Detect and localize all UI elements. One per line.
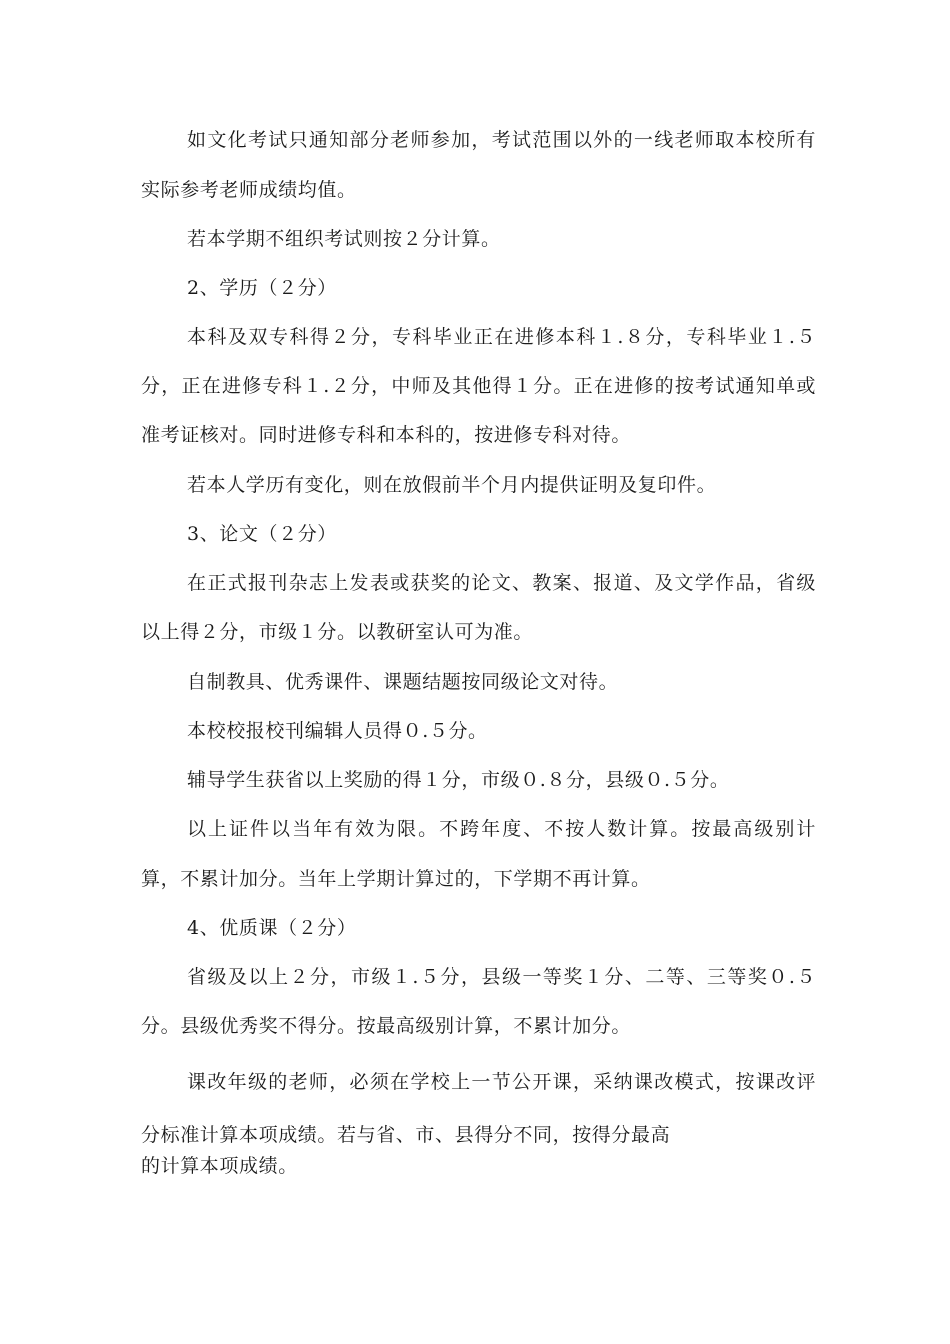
paragraph-line: 省级及以上２分，市级１.５分，县级一等奖１分、二等、三等奖０.５ [187, 966, 816, 988]
paragraph-line: 算，不累计加分。当年上学期计算过的，下学期不再计算。 [141, 868, 651, 890]
paragraph-line: 本校校报校刊编辑人员得０.５分。 [187, 720, 488, 742]
paragraph-line: 如文化考试只通知部分老师参加，考试范围以外的一线老师取本校所有 [187, 129, 816, 151]
paragraph-line: 的计算本项成绩。 [141, 1155, 298, 1177]
paragraph-line: 准考证核对。同时进修专科和本科的，按进修专科对待。 [141, 424, 632, 446]
section-heading-quality-lesson: 4、优质课（２分） [187, 917, 357, 939]
paragraph-line: 若本人学历有变化，则在放假前半个月内提供证明及复印件。 [187, 474, 717, 496]
paragraph-line: 若本学期不组织考试则按２分计算。 [187, 228, 501, 250]
paragraph-line: 分，正在进修专科１.２分，中师及其他得１分。正在进修的按考试通知单或 [141, 375, 816, 397]
paragraph-line: 分。县级优秀奖不得分。按最高级别计算，不累计加分。 [141, 1015, 632, 1037]
paragraph-line: 辅导学生获省以上奖励的得１分，市级０.８分，县级０.５分。 [187, 769, 730, 791]
section-heading-education: 2、学历（２分） [187, 277, 337, 299]
paragraph-line: 本科及双专科得２分，专科毕业正在进修本科１.８分，专科毕业１.５ [187, 326, 816, 348]
paragraph-line: 实际参考老师成绩均值。 [141, 179, 357, 201]
paragraph-line: 分标准计算本项成绩。若与省、市、县得分不同，按得分最高 [141, 1124, 671, 1146]
paragraph-line: 以上得２分，市级１分。以教研室认可为准。 [141, 621, 534, 643]
paragraph-line: 自制教具、优秀课件、课题结题按同级论文对待。 [187, 671, 619, 693]
paragraph-line: 以上证件以当年有效为限。不跨年度、不按人数计算。按最高级别计 [187, 818, 816, 840]
section-heading-thesis: 3、论文（２分） [187, 523, 337, 545]
paragraph-line: 在正式报刊杂志上发表或获奖的论文、教案、报道、及文学作品，省级 [187, 572, 816, 594]
paragraph-line: 课改年级的老师，必须在学校上一节公开课，采纳课改模式，按课改评 [187, 1071, 816, 1093]
